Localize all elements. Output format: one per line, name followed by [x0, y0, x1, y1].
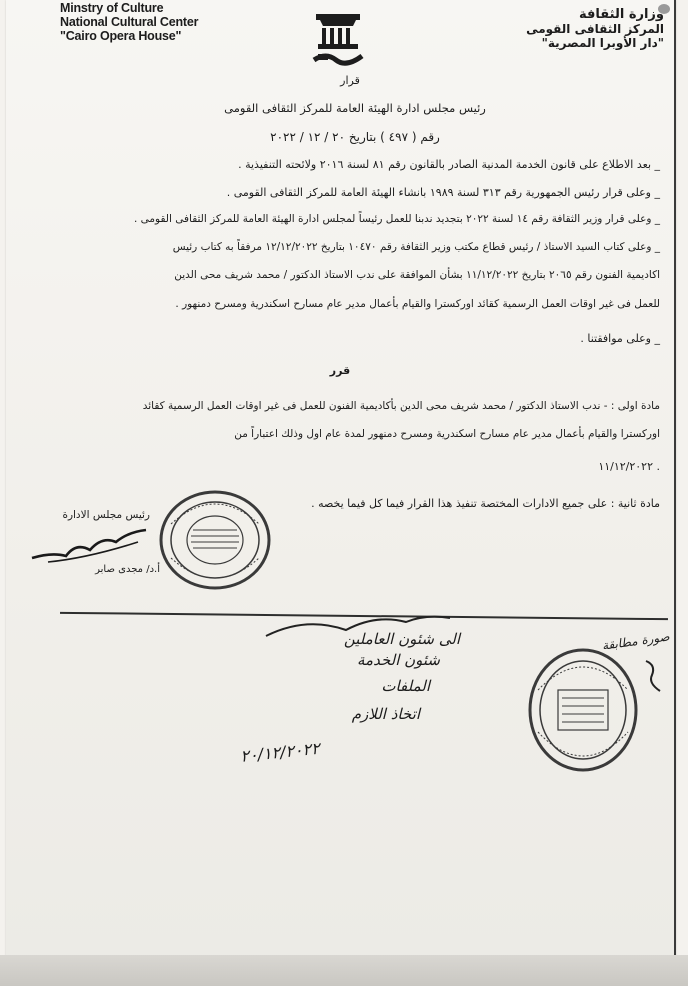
signatory-title: رئيس مجلس الادارة — [62, 509, 150, 521]
routing-note-line-2: الملفات — [381, 677, 430, 695]
page-bottom-shadow — [0, 955, 688, 986]
english-letterhead — [60, 1, 220, 43]
margin-mark — [640, 655, 670, 695]
article-1-line-1: مادة اولى : - ندب الاستاذ الدكتور / محمد شريف محى الدين بأكاديمية الفنون للعمل فى غير اوقات العمل الرسمية كقائد — [142, 400, 660, 412]
preamble-line-7: _ وعلى موافقتنا . — [580, 332, 660, 345]
chairman-signature — [28, 528, 158, 568]
decree-issuer: رئيس مجلس ادارة الهيئة العامة للمركز الثقافى القومى — [224, 101, 486, 115]
document-page — [6, 0, 676, 960]
letterhead-ar-line-3: "دار الأوبرا المصرية" — [541, 36, 664, 50]
preamble-line-2: _ وعلى قرار رئيس الجمهورية رقم ٣١٣ لسنة ١٩٨٩ بانشاء الهيئة العامة للمركز الثقافى القومى . — [226, 186, 660, 199]
copy-note: صورة مطابقة — [601, 629, 671, 653]
opera-house-logo — [310, 10, 366, 70]
letterhead-en-line-3: "Cairo Opera House" — [60, 29, 182, 43]
decree-number-line: رقم ( ٤٩٧ ) بتاريخ ٢٠ / ١٢ / ٢٠٢٢ — [270, 130, 440, 144]
preamble-line-1: _ بعد الاطلاع على قانون الخدمة المدنية الصادر بالقانون رقم ٨١ لسنة ٢٠١٦ ولائحته التنفيذية . — [238, 158, 660, 171]
arabic-letterhead — [504, 8, 664, 50]
official-seal-stamp — [157, 488, 273, 592]
article-1-line-2: اوركسترا والقيام بأعمال مدير عام مسارح اسكندرية ومسرح دمنهور لمدة عام اول وذلك اعتباراً من — [234, 428, 660, 440]
decided-heading: قرر — [329, 364, 351, 377]
routing-note-heading: الى شئون العاملين — [343, 630, 460, 648]
article-2-line: مادة ثانية : على جميع الادارات المختصة تنفيذ هذا القرار فيما كل فيما يخصه . — [311, 497, 660, 510]
letterhead-en-line-1: Minstry of Culture — [60, 1, 164, 15]
routing-note-line-3: اتخاذ اللازم — [351, 705, 420, 723]
routing-scribble — [260, 612, 460, 642]
routing-note-line-1: شئون الخدمة — [357, 651, 440, 669]
preamble-line-3: _ وعلى قرار وزير الثقافة رقم ١٤ لسنة ٢٠٢٢ بتجديد ندبنا للعمل رئيساً لمجلس ادارة الهيئة العامة للمركز الثقافى القومى . — [133, 213, 660, 225]
signatory-name: أ.د/ مجدى صابر — [95, 564, 160, 575]
routing-note-date: ٢٠/١٢/٢٠٢٢ — [239, 738, 321, 766]
copy-seal-stamp — [526, 646, 640, 774]
article-1-line-3: ١١/١٢/٢٠٢٢ . — [598, 460, 660, 473]
letterhead-en-line-2: National Cultural Center — [60, 15, 199, 29]
preamble-line-4: _ وعلى كتاب السيد الاستاذ / رئيس قطاع مكتب وزير الثقافة رقم ١٠٤٧٠ بتاريخ ١٢/١٢/٢٠٢٢ مرفقاً به كتاب رئيس — [172, 241, 660, 253]
preamble-line-6: للعمل فى غير اوقات العمل الرسمية كقائد اوركسترا والقيام بأعمال مدير عام مسارح اسكندرية ومسرح دمنهور . — [175, 298, 660, 310]
decree-label: قرار — [340, 74, 360, 87]
letterhead-ar-line-1: وزارة الثقافة — [579, 7, 664, 22]
letterhead-ar-line-2: المركز الثقافى القومى — [526, 22, 664, 36]
preamble-line-5: اكاديمية الفنون رقم ٢٠٦٥ بتاريخ ١١/١٢/٢٠٢٢ بشأن الموافقة على ندب الاستاذ الدكتور / محمد شريف محى الدين — [174, 269, 660, 281]
